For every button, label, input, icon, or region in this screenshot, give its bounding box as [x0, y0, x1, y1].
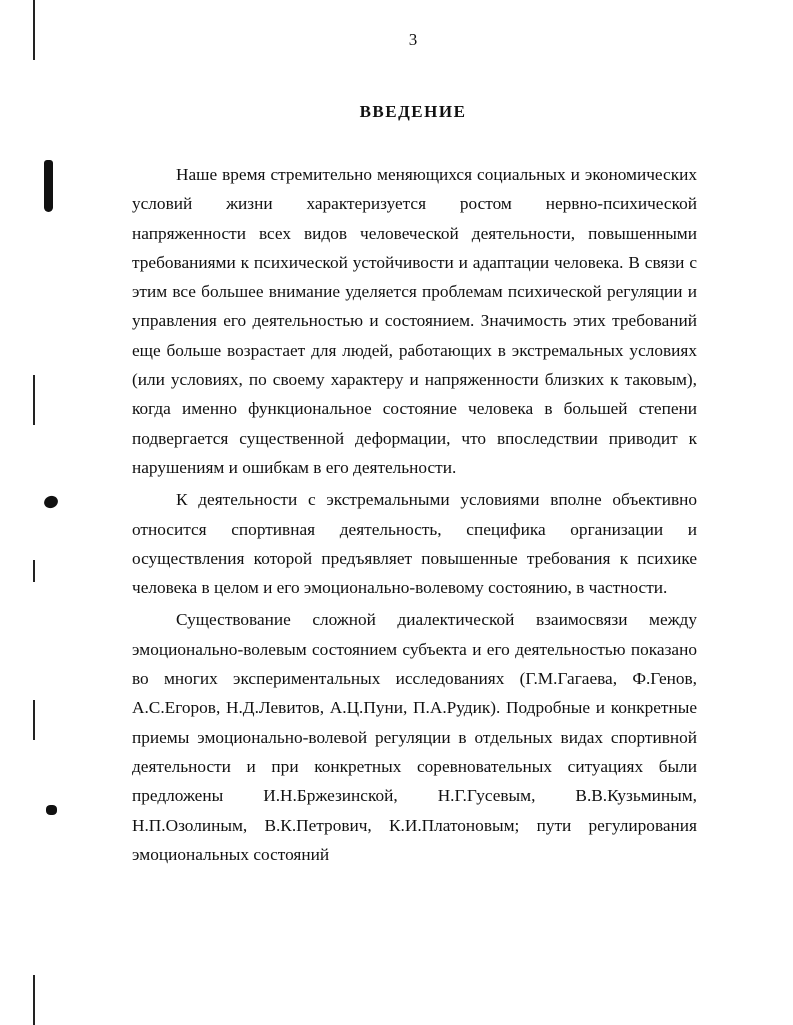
scan-edge-line: [33, 560, 35, 582]
ink-blot: [42, 494, 59, 510]
scan-edge-line: [33, 975, 35, 1025]
paragraph: Существование сложной диалектической взаимосвязи между эмоционально-волевым состоянием субъекта и его деятельностью показано во многих экспериментальных исследованиях (Г.М.Гагаева, Ф.Генов, А.С.Егоров, Н.Д.Левитов, А.Ц.Пуни, П.А.Рудик). Подробные и конкретные приемы эмоционально-волевой регуляции в отдельных видах спортивной деятельности и при конкретных соревновательных ситуациях были предложены И.Н.Бржезинской, Н.Г.Гусевым, В.В.Кузьминым, Н.П.Озолиным, В.К.Петрович, К.И.Платоновым; пути регулирования эмоциональных состояний: [132, 610, 697, 864]
body-text: [132, 160, 697, 869]
paragraph: К деятельности с экстремальными условиями вполне объективно относится спортивная деятельность, специфика организации и осуществления которой предъявляет повышенные требования к психике человека в целом и его эмоционально-волевому состоянию, в частности.: [132, 490, 697, 598]
page-heading: ВВЕДЕНИЕ: [359, 102, 467, 121]
ink-blot: [44, 160, 53, 212]
scan-edge-line: [33, 375, 35, 425]
paragraph: Наше время стремительно меняющихся социальных и экономических условий жизни характеризуется ростом нервно-психической напряженности всех видов человеческой деятельности, повышенными требованиями к психической устойчивости и адаптации человека. В связи с этим все большее внимание уделяется проблемам психической регуляции и управления его деятельностью и состоянием. Значимость этих требований еще больше возрастает для людей, работающих в экстремальных условиях (или условиях, по своему характеру и напряженности близких к таковым), когда именно функциональное состояние человека в большей степени подвергается существенной деформации, что впоследствии приводит к нарушениям и ошибкам в его деятельности.: [132, 165, 697, 477]
page-number: 3: [408, 30, 418, 49]
ink-blot: [46, 805, 57, 815]
scan-edge-line: [33, 700, 35, 740]
